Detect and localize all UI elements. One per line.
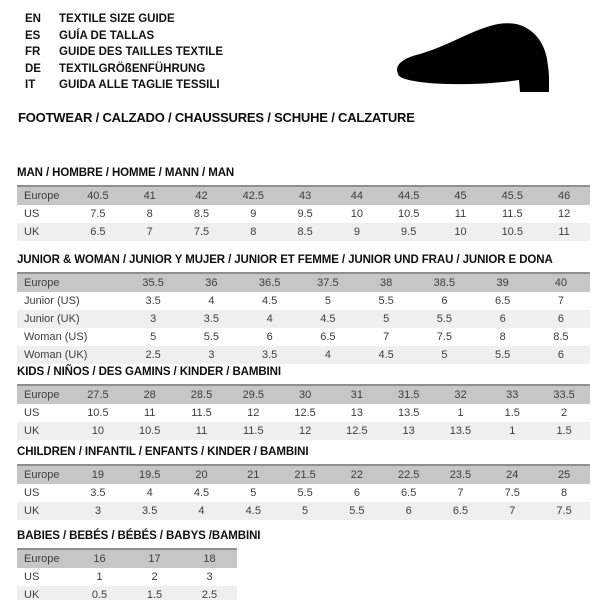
size-table-body	[17, 186, 590, 241]
size-value: 10	[350, 208, 363, 220]
size-value: 4	[198, 505, 205, 517]
size-value: 35.5	[142, 277, 164, 289]
table-row	[17, 292, 590, 310]
row-label: UK	[24, 589, 40, 600]
language-row	[25, 61, 223, 78]
size-value: 16	[93, 553, 106, 565]
size-value: 33	[506, 389, 519, 401]
size-value: 5	[383, 313, 390, 325]
section-title: CHILDREN / INFANTIL / ENFANTS / KINDER / BAMBINI	[17, 446, 309, 458]
size-value: 5	[324, 295, 331, 307]
size-value: 5.5	[436, 313, 453, 325]
table-row	[17, 502, 590, 520]
size-tables	[17, 167, 590, 600]
size-value: 6.5	[401, 487, 417, 499]
section-title: KIDS / NIÑOS / DES GAMINS / KINDER / BAMBINI	[17, 366, 281, 378]
size-value: 45	[454, 190, 467, 202]
size-value: 7.5	[504, 487, 520, 499]
size-value: 21.5	[294, 469, 316, 481]
size-value: 19.5	[138, 469, 161, 481]
size-table	[17, 384, 590, 440]
size-value: 3.5	[90, 487, 106, 499]
size-table	[17, 548, 237, 600]
language-label: TEXTILE SIZE GUIDE	[59, 13, 175, 25]
size-value: 13	[350, 407, 363, 419]
size-value: 4	[146, 487, 153, 499]
size-value: 4.5	[261, 295, 278, 307]
size-value: 2.5	[201, 589, 218, 600]
size-value: 29.5	[242, 389, 264, 401]
size-value: 5.5	[297, 487, 313, 499]
table-row	[17, 223, 590, 241]
language-code: IT	[25, 79, 36, 91]
size-value: 4	[208, 295, 215, 307]
size-value: 7	[146, 226, 153, 238]
language-code: DE	[25, 62, 41, 75]
size-value: 5	[150, 331, 157, 343]
size-value: 3	[150, 313, 157, 325]
size-value: 13	[402, 425, 415, 437]
table-row	[17, 186, 590, 205]
size-table-body	[17, 273, 590, 364]
size-value: 11	[143, 407, 156, 419]
size-value: 8	[250, 226, 257, 238]
size-value: 13.5	[397, 407, 420, 419]
size-value: 32	[454, 389, 467, 401]
row-label: US	[24, 407, 40, 419]
language-label: GUÍA DE TALLAS	[59, 29, 155, 42]
size-value: 28.5	[190, 389, 213, 401]
size-value: 12.5	[294, 407, 316, 419]
size-value: 10.5	[501, 226, 523, 238]
table-row	[17, 328, 590, 346]
language-label: TEXTILGRÖßENFÜHRUNG	[59, 62, 206, 75]
size-value: 3.5	[261, 349, 278, 361]
row-label: Junior (UK)	[24, 313, 80, 325]
size-value: 7.5	[556, 505, 572, 517]
language-row	[25, 77, 223, 94]
table-row	[17, 346, 590, 364]
size-value: 4	[324, 349, 331, 361]
row-label: Junior (US)	[24, 295, 80, 307]
size-value: 46	[557, 190, 571, 202]
size-value: 10	[91, 425, 105, 437]
size-value: 12	[247, 407, 260, 419]
size-value: 6.5	[90, 226, 106, 238]
size-value: 10.5	[87, 407, 109, 419]
row-label: UK	[24, 425, 40, 437]
size-value: 6	[557, 349, 564, 361]
size-value: 2	[151, 571, 158, 583]
size-value: 2	[561, 407, 568, 419]
language-row	[25, 44, 223, 61]
size-value: 4.5	[320, 313, 336, 325]
size-value: 40.5	[87, 190, 109, 202]
category-title: FOOTWEAR / CALZADO / CHAUSSURES / SCHUHE / CALZATURE	[18, 110, 415, 125]
language-code: EN	[25, 13, 41, 25]
size-value: 10.5	[397, 208, 420, 220]
size-value: 5.5	[203, 331, 220, 343]
size-value: 12.5	[346, 425, 368, 437]
language-list	[25, 11, 223, 94]
table-row	[17, 404, 590, 422]
size-value: 7	[457, 487, 464, 499]
size-value: 7.5	[193, 226, 210, 238]
size-value: 8.5	[553, 331, 569, 343]
row-label: US	[24, 487, 40, 499]
size-value: 24	[506, 469, 519, 481]
size-value: 11.5	[191, 407, 212, 419]
size-value: 10	[454, 226, 467, 238]
table-row	[17, 205, 590, 223]
size-value: 30	[298, 389, 312, 401]
language-label: GUIDA ALLE TAGLIE TESSILI	[59, 79, 220, 91]
table-row	[17, 568, 237, 586]
size-section	[17, 366, 590, 440]
row-label: Woman (US)	[24, 331, 88, 343]
size-value: 0.5	[91, 589, 108, 600]
row-label: UK	[24, 505, 40, 517]
size-value: 31	[350, 389, 363, 401]
table-row	[17, 385, 590, 404]
size-value: 36.5	[258, 277, 281, 289]
size-value: 5	[302, 505, 309, 517]
shoe-icon	[390, 18, 590, 108]
shoe-silhouette	[397, 23, 549, 92]
size-value: 22.5	[397, 469, 420, 481]
size-value: 5	[441, 349, 448, 361]
size-value: 20	[195, 469, 208, 481]
size-value: 8	[561, 487, 568, 499]
size-value: 1.5	[504, 407, 520, 419]
size-value: 9.5	[401, 226, 417, 238]
size-value: 1	[457, 407, 464, 419]
size-value: 6	[405, 505, 412, 517]
size-value: 8	[146, 208, 153, 220]
size-value: 1.5	[556, 425, 572, 437]
language-row	[25, 28, 223, 45]
size-value: 7	[557, 295, 564, 307]
size-value: 12	[298, 425, 312, 437]
size-value: 4.5	[193, 487, 210, 499]
row-label: Europe	[24, 277, 60, 289]
size-value: 6	[266, 331, 273, 343]
size-value: 6	[353, 487, 360, 499]
size-value: 5.5	[378, 295, 394, 307]
size-value: 12	[557, 208, 571, 220]
section-title: BABIES / BEBÉS / BÉBÉS / BABYS /BAMBINI	[17, 530, 261, 542]
size-value: 1	[509, 425, 516, 437]
size-value: 7.5	[90, 208, 106, 220]
size-value: 31.5	[397, 389, 420, 401]
size-section	[17, 167, 590, 241]
size-value: 2.5	[145, 349, 161, 361]
size-value: 11.5	[501, 208, 523, 220]
size-value: 11.5	[242, 425, 264, 437]
size-value: 33.5	[553, 389, 575, 401]
size-table	[17, 464, 590, 520]
language-code: ES	[25, 29, 41, 42]
size-value: 1	[96, 571, 103, 583]
size-table-body	[17, 385, 590, 440]
size-value: 11	[558, 226, 570, 238]
size-value: 25	[557, 469, 571, 481]
size-table-body	[17, 549, 237, 600]
size-value: 42.5	[242, 190, 264, 202]
size-value: 39	[496, 277, 509, 289]
size-value: 1.5	[146, 589, 163, 600]
size-value: 40	[554, 277, 567, 289]
size-value: 9.5	[297, 208, 313, 220]
size-value: 45.5	[501, 190, 523, 202]
size-value: 43	[298, 190, 312, 202]
size-value: 36	[205, 277, 218, 289]
size-value: 3.5	[142, 505, 158, 517]
size-value: 6	[557, 313, 564, 325]
size-value: 41	[143, 190, 156, 202]
size-value: 6	[441, 295, 448, 307]
row-label: US	[24, 208, 40, 220]
size-value: 5	[250, 487, 257, 499]
size-value: 3	[94, 505, 101, 517]
table-row	[17, 273, 590, 292]
row-label: UK	[24, 226, 40, 238]
size-value: 9	[353, 226, 360, 238]
size-value: 23.5	[449, 469, 472, 481]
table-row	[17, 549, 237, 568]
size-value: 5.5	[494, 349, 511, 361]
size-value: 37.5	[317, 277, 339, 289]
table-row	[17, 310, 590, 328]
table-row	[17, 465, 590, 484]
section-title: JUNIOR & WOMAN / JUNIOR Y MUJER / JUNIOR ET FEMME / JUNIOR UND FRAU / JUNIOR E DONA	[17, 254, 553, 266]
size-value: 19	[91, 469, 105, 481]
size-value: 7	[509, 505, 516, 517]
size-value: 6	[499, 313, 506, 325]
size-value: 7.5	[436, 331, 453, 343]
size-value: 42	[195, 190, 208, 202]
size-value: 10.5	[138, 425, 161, 437]
size-section	[17, 446, 590, 520]
size-value: 27.5	[87, 389, 109, 401]
size-value: 5.5	[349, 505, 365, 517]
size-value: 28	[143, 389, 156, 401]
size-value: 3.5	[145, 295, 161, 307]
row-label: Europe	[24, 553, 60, 565]
size-value: 22	[350, 469, 363, 481]
size-value: 38	[380, 277, 393, 289]
size-table-body	[17, 465, 590, 520]
size-value: 44.5	[397, 190, 420, 202]
size-table	[17, 185, 590, 241]
table-row	[17, 422, 590, 440]
table-row	[17, 484, 590, 502]
language-row	[25, 11, 223, 28]
size-value: 44	[350, 190, 363, 202]
size-table	[17, 272, 590, 364]
size-value: 11	[195, 425, 208, 437]
size-value: 3	[206, 571, 213, 583]
table-row	[17, 586, 237, 600]
size-value: 7	[383, 331, 390, 343]
size-value: 6.5	[452, 505, 469, 517]
language-label: GUIDE DES TAILLES TEXTILE	[59, 46, 223, 58]
size-value: 4.5	[245, 505, 261, 517]
size-value: 8	[499, 331, 506, 343]
size-value: 4.5	[378, 349, 394, 361]
size-value: 3	[208, 349, 215, 361]
size-value: 13.5	[449, 425, 472, 437]
row-label: Europe	[24, 469, 60, 481]
section-title: MAN / HOMBRE / HOMME / MANN / MAN	[17, 167, 235, 179]
size-section	[17, 530, 590, 600]
size-value: 6.5	[494, 295, 511, 307]
size-section	[17, 254, 590, 364]
row-label: Europe	[24, 389, 60, 401]
size-value: 3.5	[203, 313, 220, 325]
size-value: 6.5	[320, 331, 336, 343]
size-value: 17	[148, 553, 161, 565]
row-label: US	[24, 571, 40, 583]
size-value: 8.5	[193, 208, 210, 220]
size-value: 9	[250, 208, 257, 220]
row-label: Woman (UK)	[24, 349, 88, 361]
size-value: 38.5	[433, 277, 456, 289]
size-value: 21	[247, 469, 260, 481]
row-label: Europe	[24, 190, 60, 202]
size-value: 11	[454, 208, 467, 220]
language-code: FR	[25, 46, 41, 58]
size-value: 18	[203, 553, 216, 565]
size-value: 8.5	[297, 226, 313, 238]
size-value: 4	[266, 313, 273, 325]
